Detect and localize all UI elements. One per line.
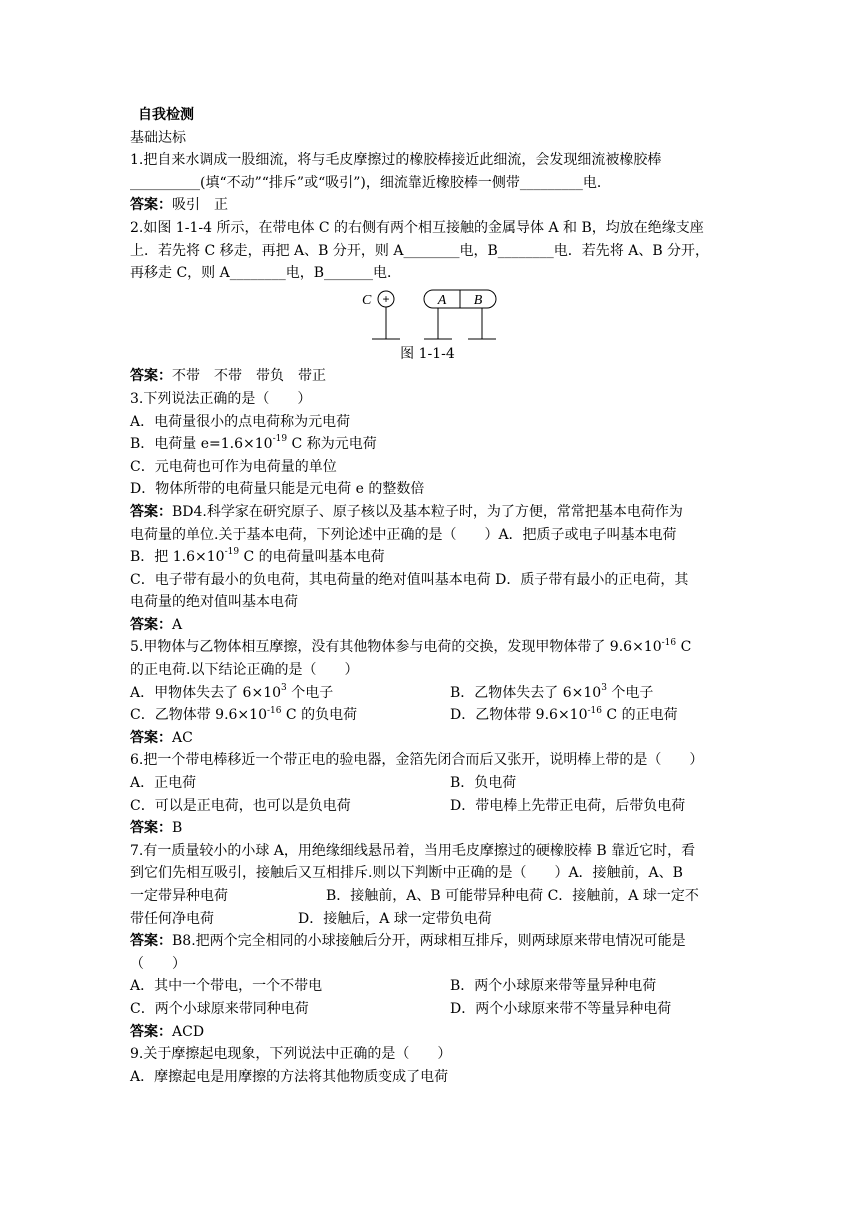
exponent: -16 — [587, 705, 602, 716]
q2-line2: 上．若先将 C 移走，再把 A、B 分开，则 A________电，B________电．若先将 A、B 分开， — [130, 242, 710, 259]
figure-1-1-4 — [130, 289, 735, 343]
answer-label: 答案： — [130, 933, 172, 950]
q6-option-d: D．带电棒上先带正电荷，后带负电荷 — [450, 797, 686, 814]
q6-option-b: B．负电荷 — [450, 775, 517, 792]
q4-line4: 电荷量的绝对值叫基本电荷 — [130, 594, 298, 611]
section-subtitle: 基础达标 — [130, 129, 186, 146]
q4-line2 — [130, 546, 735, 569]
text: C．乙物体带 9.6×10 — [130, 707, 267, 724]
q1-line1: 1.把自来水调成一股细流，将与毛皮摩擦过的橡胶棒接近此细流，会发现细流被橡胶棒 — [130, 152, 662, 169]
answer-text: B8.把两个完全相同的小球接触后分开，两球相互排斥，则两球原来带电情况可能是 — [172, 933, 686, 950]
q6-answer — [130, 817, 735, 840]
answer-label: 答案： — [130, 197, 172, 214]
q4-line3: C．电子带有最小的负电荷，其电荷量的绝对值叫基本电荷 D．质子带有最小的正电荷，其 — [130, 571, 689, 588]
q6-options-ab — [130, 772, 735, 795]
text: D．乙物体带 9.6×10 — [450, 707, 588, 724]
q6-option-a: A．正电荷 — [130, 775, 197, 792]
text: C 称为元电荷 — [287, 436, 377, 453]
answer-label: 答案： — [130, 1023, 172, 1040]
q1-line2: __________(填“不动”“排斥”或“吸引”)，细流靠近橡胶棒一侧带_________电． — [130, 174, 611, 191]
plus-sign: + — [382, 291, 390, 306]
q8-answer — [130, 1021, 735, 1044]
q1-answer — [130, 194, 735, 217]
answer-text: AC — [172, 729, 193, 746]
answer-label: 答案： — [130, 729, 172, 746]
q8-option-d: D．两个小球原来带不等量异种电荷 — [450, 1000, 672, 1017]
q3-answer — [130, 501, 735, 524]
q3-option-b — [130, 433, 735, 456]
q7-line4: 带任何净电荷 D．接触后，A 球一定带负电荷 — [130, 910, 492, 927]
text: 个电子 — [286, 684, 334, 701]
exponent: -19 — [272, 434, 288, 445]
figure-label-b: B — [473, 292, 483, 308]
q8-option-c: C．两个小球原来带同种电荷 — [130, 1000, 309, 1017]
answer-text: ACD — [172, 1023, 205, 1040]
q5-option-a — [130, 682, 450, 705]
q9-option-a: A．摩擦起电是用摩擦的方法将其他物质变成了电荷 — [130, 1068, 449, 1085]
text: C 的正电荷 — [601, 707, 678, 724]
q3-stem: 3.下列说法正确的是（ ） — [130, 390, 312, 407]
section-title: 自我检测 — [138, 107, 194, 123]
answer-text: 吸引 正 — [172, 197, 228, 214]
q3-option-c: C．元电荷也可作为电荷量的单位 — [130, 458, 337, 475]
figure-caption: 图 1-1-4 — [400, 345, 455, 362]
text: B．电荷量 e=1.6×10 — [130, 436, 273, 453]
q8-line1: （ ） — [130, 955, 186, 972]
document-page — [130, 104, 735, 1088]
exponent: -16 — [661, 637, 677, 648]
answer-label: 答案： — [130, 820, 172, 837]
q8-options-ab — [130, 975, 735, 998]
q2-line3: 再移走 C，则 A________电，B_______电． — [130, 265, 402, 282]
text: 个电子 — [606, 684, 654, 701]
q7-answer — [130, 930, 735, 953]
q5-options-ab — [130, 682, 735, 705]
q7-line1: 7.有一质量较小的小球 A，用绝缘细线悬吊着，当用毛皮摩擦过的硬橡胶棒 B 靠近它时，看 — [130, 842, 696, 859]
figure-label-c: C — [362, 292, 372, 308]
q7-line3: 一定带异种电荷 B．接触前，A、B 可能带异种电荷 C．接触前，A 球一定不 — [130, 888, 699, 904]
q5-line1 — [130, 636, 735, 659]
figure-diagram — [358, 289, 508, 343]
exponent: -16 — [266, 705, 282, 716]
q5-option-d — [450, 704, 678, 727]
q7-line2: 到它们先相互吸引，接触后又互相排斥.则以下判断中正确的是（ ）A．接触前，A、B — [130, 865, 683, 882]
text: A．甲物体失去了 6×10 — [130, 684, 282, 701]
answer-text: B — [172, 820, 183, 837]
q8-option-b: B．两个小球原来带等量异种电荷 — [450, 978, 657, 995]
q3-option-a: A．电荷量很小的点电荷称为元电荷 — [130, 413, 351, 430]
text: B．乙物体失去了 6×10 — [450, 684, 602, 701]
q3-option-d: D．物体所带的电荷量只能是元电荷 e 的整数倍 — [130, 481, 425, 498]
q8-option-a: A．其中一个带电，一个不带电 — [130, 978, 323, 995]
q6-stem: 6.把一个带电棒移近一个带正电的验电器，金箔先闭合而后又张开，说明棒上带的是（ ） — [130, 752, 704, 769]
q2-answer — [130, 365, 735, 388]
q5-option-c — [130, 704, 450, 727]
answer-text: 不带 不带 带负 带正 — [172, 368, 326, 385]
exponent: 3 — [281, 683, 287, 693]
exponent: 3 — [601, 683, 607, 693]
answer-text: A — [172, 616, 183, 633]
q6-options-cd — [130, 795, 735, 818]
q9-stem: 9.关于摩擦起电现象，下列说法中正确的是（ ） — [130, 1046, 452, 1063]
text: C 的负电荷 — [281, 707, 358, 724]
text: C — [676, 639, 692, 656]
text: B．把 1.6×10 — [130, 549, 225, 566]
answer-text: BD4.科学家在研究原子、原子核以及基本粒子时，为了方便，常常把基本电荷作为 — [172, 503, 683, 520]
answer-label: 答案： — [130, 616, 172, 633]
q2-line1: 2.如图 1-1-4 所示，在带电体 C 的右侧有两个相互接触的金属导体 A 和 B，均放在绝缘支座 — [130, 219, 704, 236]
q5-option-b — [450, 682, 653, 705]
q8-options-cd — [130, 998, 735, 1021]
q5-line2: 的正电荷.以下结论正确的是（ ） — [130, 662, 359, 679]
answer-label: 答案： — [130, 368, 172, 385]
q5-answer — [130, 727, 735, 750]
q4-answer — [130, 614, 735, 637]
q4-line1: 电荷量的单位.关于基本电荷，下列论述中正确的是（ ）A．把质子或电子叫基本电荷 — [130, 526, 677, 543]
answer-label: 答案： — [130, 503, 172, 520]
exponent: -19 — [224, 547, 240, 558]
text: 5.甲物体与乙物体相互摩擦，没有其他物体参与电荷的交换，发现甲物体带了 9.6×10 — [130, 639, 662, 656]
q5-options-cd — [130, 704, 735, 727]
text: C 的电荷量叫基本电荷 — [239, 549, 385, 566]
figure-label-a: A — [437, 292, 447, 308]
q6-option-c: C．可以是正电荷，也可以是负电荷 — [130, 797, 351, 814]
